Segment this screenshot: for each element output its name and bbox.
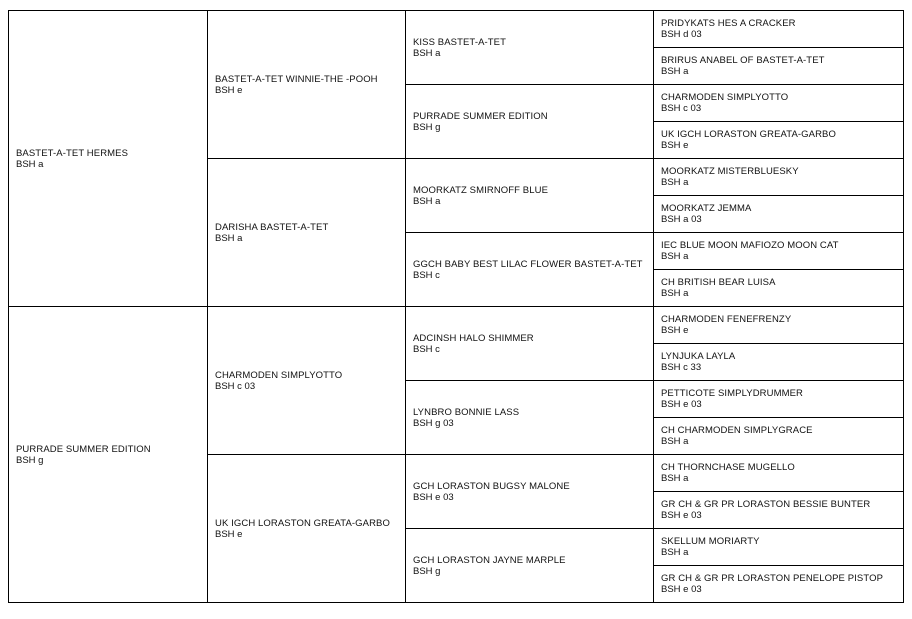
cat-name: LYNBRO BONNIE LASS: [413, 406, 520, 418]
gen1-cell-dam: [9, 307, 208, 603]
gen1-cell-sire: [9, 11, 208, 307]
gen4-cell: [654, 566, 904, 603]
breed-code: BSH c 33: [661, 362, 702, 373]
cat-name: PRIDYKATS HES A CRACKER: [661, 18, 796, 29]
cat-name: CHARMODEN FENEFRENZY: [661, 314, 792, 325]
cat-name: MOORKATZ MISTERBLUESKY: [661, 166, 799, 177]
breed-code: BSH a: [16, 158, 44, 170]
gen2-cell: [208, 455, 406, 603]
breed-code: BSH a: [661, 66, 689, 77]
cat-name: IEC BLUE MOON MAFIOZO MOON CAT: [661, 240, 839, 251]
cat-name: PETTICOTE SIMPLYDRUMMER: [661, 388, 803, 399]
breed-code: BSH e: [215, 84, 243, 96]
breed-code: BSH a: [661, 288, 689, 299]
cat-name: BRIRUS ANABEL OF BASTET-A-TET: [661, 55, 825, 66]
cat-name: CH THORNCHASE MUGELLO: [661, 462, 795, 473]
breed-code: BSH g: [413, 565, 441, 577]
gen4-cell: [654, 492, 904, 529]
cat-name: PURRADE SUMMER EDITION: [413, 110, 548, 122]
gen4-cell: [654, 196, 904, 233]
gen2-cell: [208, 11, 406, 159]
breed-code: BSH a: [215, 232, 243, 244]
cat-name: PURRADE SUMMER EDITION: [16, 443, 151, 455]
breed-code: BSH c 03: [215, 380, 256, 392]
cat-name: MOORKATZ SMIRNOFF BLUE: [413, 184, 549, 196]
cat-name: GGCH BABY BEST LILAC FLOWER BASTET-A-TET: [413, 258, 643, 270]
breed-code: BSH g 03: [413, 417, 454, 429]
gen3-cell: [406, 159, 654, 233]
cat-name: GR CH & GR PR LORASTON PENELOPE PISTOP: [661, 573, 884, 584]
cat-name: SKELLUM MORIARTY: [661, 536, 760, 547]
breed-code: BSH g: [413, 121, 441, 133]
breed-code: BSH a: [661, 436, 689, 447]
gen3-cell: [406, 85, 654, 159]
gen4-cell: [654, 85, 904, 122]
breed-code: BSH e 03: [661, 510, 702, 521]
breed-code: BSH e: [661, 140, 689, 151]
pedigree-row: [9, 11, 904, 48]
gen4-cell: [654, 455, 904, 492]
cat-name: CHARMODEN SIMPLYOTTO: [661, 92, 789, 103]
cat-name: MOORKATZ JEMMA: [661, 203, 752, 214]
gen4-cell: [654, 418, 904, 455]
gen4-cell: [654, 11, 904, 48]
gen4-cell: [654, 270, 904, 307]
breed-code: BSH e 03: [661, 399, 702, 410]
cat-name: BASTET-A-TET HERMES: [16, 147, 129, 159]
gen3-cell: [406, 307, 654, 381]
gen4-cell: [654, 233, 904, 270]
gen3-cell: [406, 11, 654, 85]
breed-code: BSH e 03: [661, 584, 702, 595]
gen2-cell: [208, 307, 406, 455]
gen4-cell: [654, 122, 904, 159]
gen4-cell: [654, 48, 904, 85]
gen4-cell: [654, 159, 904, 196]
cat-name: UK IGCH LORASTON GREATA-GARBO: [215, 517, 390, 529]
breed-code: BSH e 03: [413, 491, 454, 503]
gen4-cell: [654, 307, 904, 344]
pedigree-row: [9, 307, 904, 344]
cat-name: CHARMODEN SIMPLYOTTO: [215, 369, 343, 381]
cat-name: GCH LORASTON BUGSY MALONE: [413, 480, 570, 492]
cat-name: LYNJUKA LAYLA: [661, 351, 736, 362]
gen3-cell: [406, 455, 654, 529]
breed-code: BSH c 03: [661, 103, 702, 114]
cat-name: GR CH & GR PR LORASTON BESSIE BUNTER: [661, 499, 871, 510]
cat-name: CH CHARMODEN SIMPLYGRACE: [661, 425, 813, 436]
pedigree-table: [8, 10, 904, 603]
cat-name: CH BRITISH BEAR LUISA: [661, 277, 776, 288]
breed-code: BSH c: [413, 343, 440, 355]
gen4-cell: [654, 344, 904, 381]
cat-name: UK IGCH LORASTON GREATA-GARBO: [661, 129, 836, 140]
breed-code: BSH a: [661, 177, 689, 188]
cat-name: DARISHA BASTET-A-TET: [215, 221, 329, 233]
cat-name: ADCINSH HALO SHIMMER: [413, 332, 534, 344]
cat-name: GCH LORASTON JAYNE MARPLE: [413, 554, 566, 566]
breed-code: BSH c: [413, 269, 440, 281]
gen4-cell: [654, 529, 904, 566]
gen2-cell: [208, 159, 406, 307]
breed-code: BSH e: [661, 325, 689, 336]
gen4-cell: [654, 381, 904, 418]
breed-code: BSH g: [16, 454, 44, 466]
breed-code: BSH a: [661, 547, 689, 558]
gen3-cell: [406, 233, 654, 307]
breed-code: BSH a 03: [661, 214, 702, 225]
cat-name: BASTET-A-TET WINNIE-THE -POOH: [215, 73, 378, 85]
gen3-cell: [406, 381, 654, 455]
breed-code: BSH a: [413, 47, 441, 59]
cat-name: KISS BASTET-A-TET: [413, 36, 507, 48]
breed-code: BSH a: [661, 251, 689, 262]
breed-code: BSH a: [661, 473, 689, 484]
gen3-cell: [406, 529, 654, 603]
breed-code: BSH d 03: [661, 29, 702, 40]
breed-code: BSH a: [413, 195, 441, 207]
breed-code: BSH e: [215, 528, 243, 540]
